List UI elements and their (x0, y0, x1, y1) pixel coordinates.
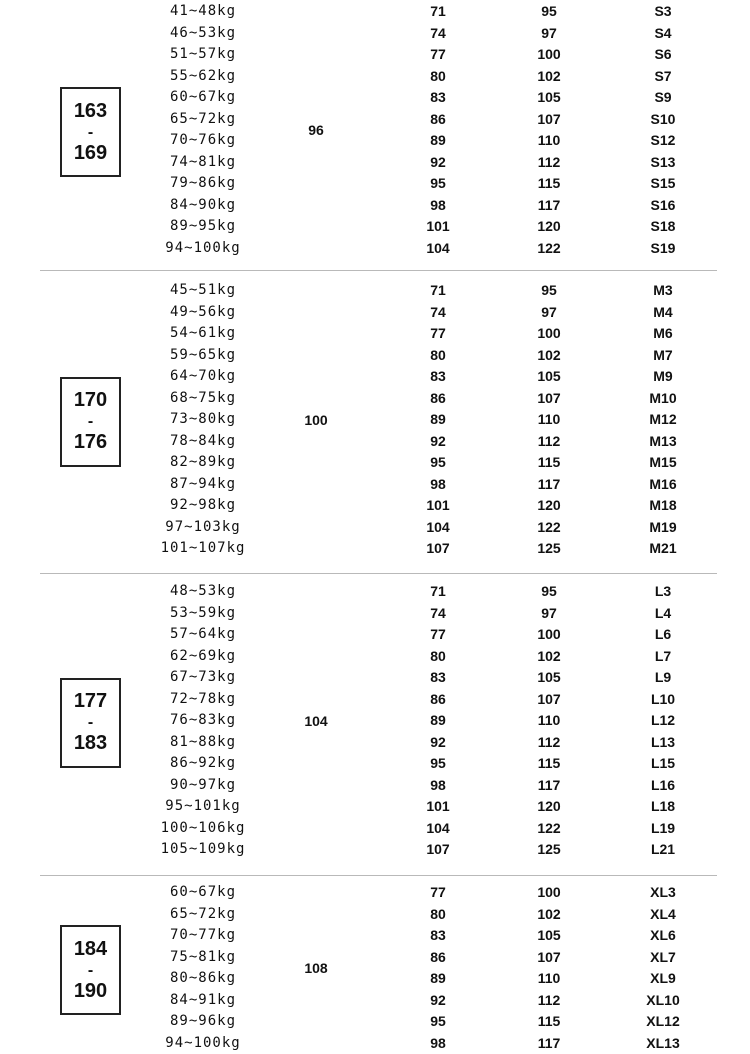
measurement-b: 115 (538, 173, 561, 195)
size-code: M7 (653, 345, 672, 367)
size-code: S19 (651, 238, 676, 260)
table-row (0, 152, 750, 174)
weight-range: 45~51kg (170, 280, 236, 302)
measurement-a: 107 (426, 538, 449, 560)
size-code: XL7 (650, 947, 676, 969)
measurement-a: 80 (430, 646, 446, 668)
measurement-b: 102 (537, 345, 560, 367)
weight-range: 70~77kg (170, 925, 236, 947)
measurement-a: 92 (430, 431, 446, 453)
weight-range: 68~75kg (170, 388, 236, 410)
table-row (0, 1011, 750, 1033)
measurement-a: 74 (430, 302, 446, 324)
measurement-a: 101 (426, 216, 449, 238)
table-row (0, 1, 750, 23)
table-row (0, 839, 750, 861)
weight-range: 74~81kg (170, 152, 236, 174)
weight-range: 65~72kg (170, 109, 236, 131)
section-divider (40, 573, 717, 574)
size-code: L13 (651, 732, 675, 754)
weight-range: 65~72kg (170, 904, 236, 926)
weight-range: 64~70kg (170, 366, 236, 388)
measurement-b: 120 (537, 216, 560, 238)
measurement-b: 125 (537, 538, 560, 560)
measurement-a: 77 (430, 624, 446, 646)
table-row (0, 87, 750, 109)
measurement-b: 105 (537, 925, 560, 947)
table-row (0, 323, 750, 345)
measurement-a: 104 (426, 818, 449, 840)
weight-range: 67~73kg (170, 667, 236, 689)
table-row (0, 517, 750, 539)
table-row (0, 947, 750, 969)
measurement-b: 125 (537, 839, 560, 861)
measurement-b: 120 (537, 796, 560, 818)
table-row (0, 732, 750, 754)
weight-range: 55~62kg (170, 66, 236, 88)
weight-range: 51~57kg (170, 44, 236, 66)
section-divider (40, 270, 717, 271)
measurement-a: 74 (430, 23, 446, 45)
measurement-a: 80 (430, 66, 446, 88)
measurement-a: 83 (430, 87, 446, 109)
measurement-a: 83 (430, 366, 446, 388)
measurement-a: 107 (426, 839, 449, 861)
table-row (0, 775, 750, 797)
measurement-a: 89 (430, 968, 446, 990)
weight-range: 84~91kg (170, 990, 236, 1012)
measurement-b: 115 (538, 1011, 561, 1033)
measurement-b: 110 (538, 409, 561, 431)
size-code: S18 (651, 216, 676, 238)
table-row (0, 646, 750, 668)
measurement-b: 97 (541, 302, 557, 324)
measurement-a: 95 (430, 753, 446, 775)
measurement-b: 102 (537, 646, 560, 668)
measurement-b: 100 (537, 882, 560, 904)
table-row (0, 431, 750, 453)
measurement-b: 122 (537, 818, 560, 840)
table-row (0, 66, 750, 88)
table-row (0, 581, 750, 603)
measurement-b: 112 (538, 732, 561, 754)
table-row (0, 409, 750, 431)
weight-range: 84~90kg (170, 195, 236, 217)
measurement-a: 92 (430, 732, 446, 754)
measurement-b: 107 (537, 947, 560, 969)
table-row (0, 388, 750, 410)
measurement-a: 95 (430, 173, 446, 195)
weight-range: 54~61kg (170, 323, 236, 345)
size-code: L19 (651, 818, 675, 840)
weight-range: 100~106kg (161, 818, 246, 840)
measurement-a: 80 (430, 904, 446, 926)
measurement-a: 86 (430, 388, 446, 410)
weight-range: 72~78kg (170, 689, 236, 711)
measurement-a: 98 (430, 474, 446, 496)
table-row (0, 667, 750, 689)
measurement-a: 71 (430, 280, 446, 302)
chest-value: 96 (308, 122, 324, 138)
measurement-b: 100 (537, 624, 560, 646)
chest-value: 104 (304, 713, 327, 729)
table-row (0, 689, 750, 711)
weight-range: 95~101kg (165, 796, 240, 818)
measurement-b: 105 (537, 667, 560, 689)
height-range-start: 163 (74, 101, 107, 122)
table-row (0, 925, 750, 947)
measurement-a: 86 (430, 947, 446, 969)
table-row (0, 624, 750, 646)
table-row (0, 710, 750, 732)
size-code: M19 (649, 517, 676, 539)
measurement-a: 92 (430, 990, 446, 1012)
size-code: XL13 (646, 1033, 679, 1054)
height-range-dash: - (88, 411, 93, 432)
weight-range: 60~67kg (170, 882, 236, 904)
measurement-a: 101 (426, 796, 449, 818)
weight-range: 92~98kg (170, 495, 236, 517)
table-row (0, 238, 750, 260)
table-row (0, 366, 750, 388)
table-row (0, 968, 750, 990)
size-code: M21 (649, 538, 676, 560)
measurement-a: 89 (430, 409, 446, 431)
table-row (0, 173, 750, 195)
size-code: S10 (651, 109, 676, 131)
weight-range: 60~67kg (170, 87, 236, 109)
measurement-b: 117 (538, 775, 561, 797)
measurement-b: 97 (541, 603, 557, 625)
table-row (0, 195, 750, 217)
size-code: M9 (653, 366, 672, 388)
size-code: M3 (653, 280, 672, 302)
measurement-a: 71 (430, 1, 446, 23)
measurement-b: 117 (538, 195, 561, 217)
size-code: M10 (649, 388, 676, 410)
size-code: L15 (651, 753, 675, 775)
weight-range: 78~84kg (170, 431, 236, 453)
size-code: S9 (654, 87, 671, 109)
measurement-a: 89 (430, 710, 446, 732)
height-range-start: 170 (74, 390, 107, 411)
size-code: M12 (649, 409, 676, 431)
weight-range: 89~95kg (170, 216, 236, 238)
chest-value: 108 (304, 960, 327, 976)
weight-range: 94~100kg (165, 238, 240, 260)
height-range-end: 190 (74, 981, 107, 1002)
measurement-b: 110 (538, 710, 561, 732)
weight-range: 82~89kg (170, 452, 236, 474)
measurement-a: 104 (426, 517, 449, 539)
measurement-a: 77 (430, 882, 446, 904)
size-code: S13 (651, 152, 676, 174)
table-row (0, 538, 750, 560)
weight-range: 90~97kg (170, 775, 236, 797)
measurement-a: 86 (430, 689, 446, 711)
weight-range: 79~86kg (170, 173, 236, 195)
measurement-b: 112 (538, 152, 561, 174)
size-code: L7 (655, 646, 671, 668)
size-code: XL3 (650, 882, 676, 904)
measurement-a: 83 (430, 925, 446, 947)
measurement-a: 77 (430, 44, 446, 66)
measurement-a: 71 (430, 581, 446, 603)
measurement-a: 77 (430, 323, 446, 345)
size-code: M15 (649, 452, 676, 474)
table-row (0, 302, 750, 324)
measurement-b: 100 (537, 323, 560, 345)
size-code: S15 (651, 173, 676, 195)
table-row (0, 23, 750, 45)
size-code: L21 (651, 839, 675, 861)
weight-range: 97~103kg (165, 517, 240, 539)
measurement-b: 102 (537, 904, 560, 926)
table-row (0, 1033, 750, 1054)
table-row (0, 495, 750, 517)
weight-range: 81~88kg (170, 732, 236, 754)
weight-range: 101~107kg (161, 538, 246, 560)
measurement-b: 112 (538, 431, 561, 453)
measurement-b: 110 (538, 130, 561, 152)
measurement-a: 101 (426, 495, 449, 517)
height-range-dash: - (88, 960, 93, 981)
size-code: S12 (651, 130, 676, 152)
size-code: L18 (651, 796, 675, 818)
size-code: M6 (653, 323, 672, 345)
size-code: L10 (651, 689, 675, 711)
table-row (0, 44, 750, 66)
measurement-b: 115 (538, 452, 561, 474)
measurement-b: 100 (537, 44, 560, 66)
measurement-a: 89 (430, 130, 446, 152)
table-row (0, 130, 750, 152)
weight-range: 76~83kg (170, 710, 236, 732)
measurement-a: 83 (430, 667, 446, 689)
height-range-end: 169 (74, 143, 107, 164)
size-code: M13 (649, 431, 676, 453)
measurement-b: 107 (537, 109, 560, 131)
table-row (0, 990, 750, 1012)
measurement-b: 117 (538, 1033, 561, 1054)
measurement-b: 110 (538, 968, 561, 990)
measurement-b: 105 (537, 87, 560, 109)
size-code: XL6 (650, 925, 676, 947)
measurement-a: 86 (430, 109, 446, 131)
table-row (0, 345, 750, 367)
size-code: S7 (654, 66, 671, 88)
chest-value: 100 (304, 412, 327, 428)
measurement-a: 98 (430, 775, 446, 797)
measurement-b: 122 (537, 517, 560, 539)
weight-range: 87~94kg (170, 474, 236, 496)
weight-range: 49~56kg (170, 302, 236, 324)
weight-range: 41~48kg (170, 1, 236, 23)
table-row (0, 882, 750, 904)
table-row (0, 753, 750, 775)
size-code: L4 (655, 603, 671, 625)
size-code: S4 (654, 23, 671, 45)
measurement-a: 95 (430, 452, 446, 474)
measurement-b: 120 (537, 495, 560, 517)
height-range-dash: - (88, 712, 93, 733)
size-code: M18 (649, 495, 676, 517)
size-code: S6 (654, 44, 671, 66)
measurement-b: 107 (537, 689, 560, 711)
weight-range: 62~69kg (170, 646, 236, 668)
measurement-a: 80 (430, 345, 446, 367)
weight-range: 73~80kg (170, 409, 236, 431)
weight-range: 75~81kg (170, 947, 236, 969)
size-code: S16 (651, 195, 676, 217)
section-divider (40, 875, 717, 876)
size-code: M4 (653, 302, 672, 324)
measurement-b: 117 (538, 474, 561, 496)
table-row (0, 474, 750, 496)
table-row (0, 818, 750, 840)
size-code: L12 (651, 710, 675, 732)
table-row (0, 216, 750, 238)
size-code: L3 (655, 581, 671, 603)
table-row (0, 603, 750, 625)
weight-range: 80~86kg (170, 968, 236, 990)
weight-range: 53~59kg (170, 603, 236, 625)
height-range-end: 183 (74, 733, 107, 754)
measurement-a: 98 (430, 1033, 446, 1054)
measurement-b: 95 (541, 280, 557, 302)
table-row (0, 904, 750, 926)
size-code: L9 (655, 667, 671, 689)
weight-range: 46~53kg (170, 23, 236, 45)
measurement-b: 95 (541, 1, 557, 23)
table-row (0, 109, 750, 131)
weight-range: 105~109kg (161, 839, 246, 861)
size-code: S3 (654, 1, 671, 23)
size-code: M16 (649, 474, 676, 496)
weight-range: 86~92kg (170, 753, 236, 775)
measurement-b: 95 (541, 581, 557, 603)
weight-range: 70~76kg (170, 130, 236, 152)
measurement-a: 95 (430, 1011, 446, 1033)
measurement-a: 92 (430, 152, 446, 174)
weight-range: 94~100kg (165, 1033, 240, 1054)
size-code: L16 (651, 775, 675, 797)
measurement-b: 102 (537, 66, 560, 88)
height-range-dash: - (88, 122, 93, 143)
measurement-a: 74 (430, 603, 446, 625)
measurement-b: 105 (537, 366, 560, 388)
table-row (0, 796, 750, 818)
measurement-b: 97 (541, 23, 557, 45)
measurement-b: 107 (537, 388, 560, 410)
table-row (0, 452, 750, 474)
weight-range: 57~64kg (170, 624, 236, 646)
size-code: XL9 (650, 968, 676, 990)
height-range-start: 184 (74, 939, 107, 960)
table-row (0, 280, 750, 302)
measurement-b: 122 (537, 238, 560, 260)
weight-range: 89~96kg (170, 1011, 236, 1033)
measurement-a: 104 (426, 238, 449, 260)
measurement-b: 115 (538, 753, 561, 775)
weight-range: 59~65kg (170, 345, 236, 367)
size-code: L6 (655, 624, 671, 646)
size-code: XL12 (646, 1011, 679, 1033)
height-range-start: 177 (74, 691, 107, 712)
size-code: XL10 (646, 990, 679, 1012)
weight-range: 48~53kg (170, 581, 236, 603)
height-range-end: 176 (74, 432, 107, 453)
size-code: XL4 (650, 904, 676, 926)
measurement-b: 112 (538, 990, 561, 1012)
measurement-a: 98 (430, 195, 446, 217)
